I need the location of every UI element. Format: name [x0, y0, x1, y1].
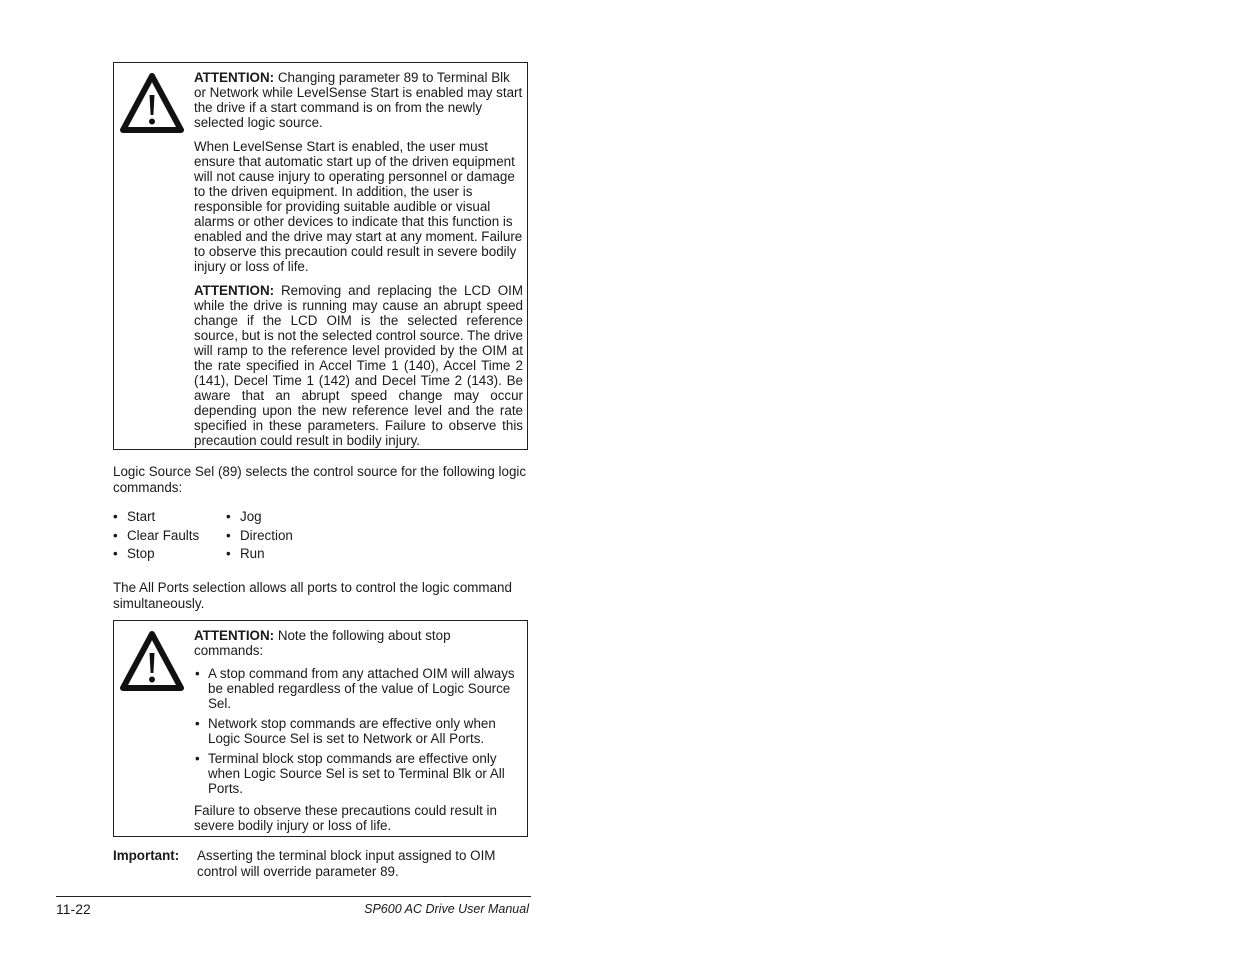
warning-triangle-icon — [119, 629, 185, 695]
attention-paragraph — [194, 283, 523, 448]
list-item: • Start — [113, 508, 223, 527]
attention-body: Note the following about stop commands: — [194, 628, 451, 658]
attention-box-stop-commands — [113, 620, 528, 837]
attention-paragraph — [194, 628, 523, 658]
list-item: • Clear Faults — [113, 527, 223, 546]
list-item: • Run — [226, 545, 336, 564]
attention-paragraph — [194, 70, 523, 130]
all-ports-paragraph: The All Ports selection allows all ports to control the logic command simultaneously. — [113, 580, 512, 611]
attention-body: Removing and replacing the LCD OIM while the drive is running may cause an abrupt speed change if the LCD OIM is the selected reference source, but is not the selected control source. The drive will ramp to the reference level provided by the OIM at the rate specified in Accel Time 1 (140), Accel Time 2 (141), Decel Time 1 (142) and Decel Time 2 (143). Be aware that an abrupt speed change may occur depending upon the new reference level and the rate specified in these parameters. Failure to observe this precaution could result in bodily injury. — [194, 283, 523, 448]
logic-source-paragraph: Logic Source Sel (89) selects the control source for the following logic commands: — [113, 464, 527, 495]
attention-label: ATTENTION: — [194, 70, 275, 85]
attention-paragraph: When LevelSense Start is enabled, the user must ensure that automatic start up of the driven equipment will not cause injury to operating personnel or damage to the driven equipment. In addition, the user is responsible for providing suitable audible or visual alarms or other devices to indicate that this function is enabled and the drive may start at any moment. Failure to observe this precaution could result in severe bodily injury or loss of life. — [194, 139, 523, 274]
list-item: • Terminal block stop commands are effective only when Logic Source Sel is set to Terminal Blk or All Ports. — [194, 751, 523, 796]
page-number: 11-22 — [56, 901, 91, 917]
list-item: • A stop command from any attached OIM will always be enabled regardless of the value of Logic Source Sel. — [194, 666, 523, 711]
attention-body: Changing parameter 89 to Terminal Blk or Network while LevelSense Start is enabled may start the drive if a start command is on from the newly selected logic source. — [194, 70, 523, 130]
attention-label: ATTENTION: — [194, 283, 275, 298]
logic-command-list-2 — [226, 508, 336, 564]
attention-text — [194, 628, 523, 842]
stop-command-list — [194, 666, 523, 796]
attention-label: ATTENTION: — [194, 628, 275, 643]
list-item: • Jog — [226, 508, 336, 527]
attention-text — [194, 70, 523, 457]
list-item: • Network stop commands are effective only when Logic Source Sel is set to Network or All Ports. — [194, 716, 523, 746]
list-item: • Direction — [226, 527, 336, 546]
logic-command-list-1 — [113, 508, 223, 564]
important-label: Important: — [113, 848, 180, 863]
list-item: • Stop — [113, 545, 223, 564]
footer-divider — [56, 896, 531, 897]
important-text: Asserting the terminal block input assigned to OIM control will override parameter 89. — [197, 848, 496, 879]
warning-triangle-icon — [119, 71, 185, 137]
manual-title: SP600 AC Drive User Manual — [364, 902, 529, 916]
attention-paragraph: Failure to observe these precautions could result in severe bodily injury or loss of life. — [194, 803, 497, 833]
attention-box-levelsense — [113, 62, 528, 450]
